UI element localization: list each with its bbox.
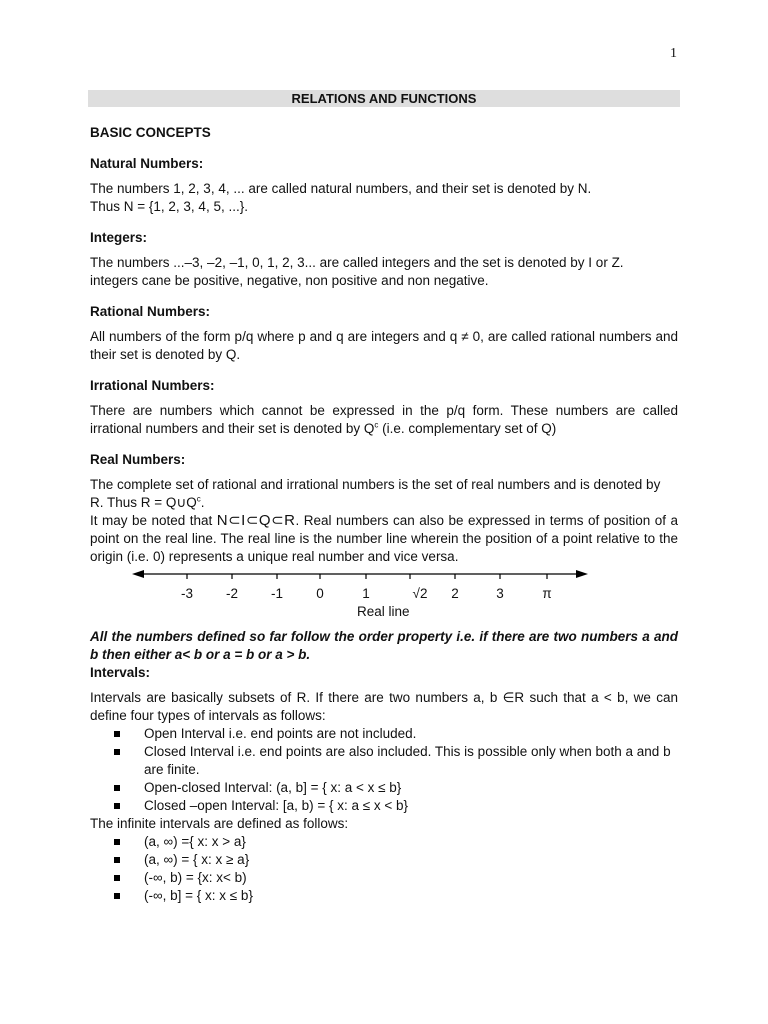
- tick-label: 0: [316, 586, 324, 601]
- list-item-text: (-∞, b) = {x: x< b): [144, 870, 247, 885]
- list-item: [90, 797, 678, 815]
- square-bullet-icon: [114, 875, 120, 881]
- tick-label: -3: [180, 586, 194, 601]
- number-line-axis: [130, 568, 590, 586]
- page-number: 1: [670, 46, 677, 61]
- square-bullet-icon: [114, 785, 120, 791]
- real-numbers-line2: [90, 494, 678, 512]
- square-bullet-icon: [114, 857, 120, 863]
- list-item-text: Closed Interval i.e. end points are also included. This is possible only when both a and b are finite.: [144, 744, 671, 777]
- integers-line1: The numbers ...–3, –2, –1, 0, 1, 2, 3... are called integers and the set is denoted by I or Z.: [90, 255, 624, 270]
- document-body: [90, 124, 678, 905]
- infinite-intervals-list: [90, 833, 678, 905]
- real-numbers-line1: The complete set of rational and irrational numbers is the set of real numbers and is denoted by: [90, 477, 661, 492]
- list-item: [90, 779, 678, 797]
- tick-label: 1: [362, 586, 370, 601]
- list-item: [90, 833, 678, 851]
- rational-numbers-heading: Rational Numbers:: [90, 304, 211, 319]
- square-bullet-icon: [114, 731, 120, 737]
- tick-label: π: [542, 586, 552, 601]
- tick-marks: [187, 574, 547, 579]
- document-title: RELATIONS AND FUNCTIONS: [88, 90, 680, 107]
- integers-heading: Integers:: [90, 230, 148, 245]
- intervals-heading: Intervals:: [90, 665, 151, 680]
- natural-numbers-heading: Natural Numbers:: [90, 156, 204, 171]
- real-line3-text: It may be noted that: [90, 513, 217, 528]
- irrational-text-b: (i.e. complementary set of Q): [378, 421, 557, 436]
- left-arrowhead: [132, 570, 144, 578]
- real-complement-superscript: c: [196, 494, 201, 504]
- tick-label: -2: [225, 586, 239, 601]
- real-line2-end: .: [200, 495, 205, 510]
- order-property-statement: All the numbers defined so far follow the order property i.e. if there are two numbers a and b then either a< b or a = b or a > b.: [90, 629, 678, 662]
- right-arrowhead: [576, 570, 588, 578]
- interval-types-list: [90, 725, 678, 815]
- list-item: [90, 725, 678, 743]
- square-bullet-icon: [114, 839, 120, 845]
- tick-label: -1: [270, 586, 284, 601]
- list-item: [90, 743, 678, 779]
- square-bullet-icon: [114, 893, 120, 899]
- list-item-text: Open-closed Interval: (a, b] = { x: a < x ≤ b}: [144, 780, 402, 795]
- square-bullet-icon: [114, 749, 120, 755]
- natural-numbers-line2: Thus N = {1, 2, 3, 4, 5, ...}.: [90, 199, 248, 214]
- real-numbers-line3: [90, 512, 678, 566]
- natural-numbers-line1: The numbers 1, 2, 3, 4, ... are called natural numbers, and their set is denoted by N.: [90, 181, 592, 196]
- list-item-text: Closed –open Interval: [a, b) = { x: a ≤ x < b}: [144, 798, 409, 813]
- intervals-intro: Intervals are basically subsets of R. If there are two numbers a, b ∈R such that a < b, we can define four types of intervals as follows:: [90, 690, 678, 723]
- real-line2-text: R. Thus R = Q∪Q: [90, 495, 197, 510]
- list-item-text: (-∞, b] = { x: x ≤ b}: [144, 888, 253, 903]
- list-item: [90, 869, 678, 887]
- real-line-caption: Real line: [357, 604, 410, 619]
- rational-numbers-text: All numbers of the form p/q where p and q are integers and q ≠ 0, are called rational numbers and their set is denoted by Q.: [90, 329, 678, 362]
- list-item: [90, 887, 678, 905]
- list-item: [90, 851, 678, 869]
- irrational-text-a: There are numbers which cannot be expressed in the p/q form. These numbers are called irrational numbers and their set is denoted by Q: [90, 403, 678, 436]
- infinite-intervals-intro: The infinite intervals are defined as follows:: [90, 816, 349, 831]
- irrational-numbers-heading: Irrational Numbers:: [90, 378, 215, 393]
- irrational-numbers-text: [90, 402, 678, 438]
- subset-chain-expression: N⊂I⊂Q⊂R: [216, 512, 296, 529]
- list-item-text: (a, ∞) ={ x: x > a}: [144, 834, 246, 849]
- real-line3-rest: . Real numbers can also be expressed in terms of position of a point on the real line. The real line is the number line wherein the position of a point relative to the origin (i.e. 0) represents a unique real number and vice versa.: [90, 513, 679, 564]
- square-bullet-icon: [114, 803, 120, 809]
- tick-label: √2: [412, 586, 428, 601]
- integers-line2: integers cane be positive, negative, non positive and non negative.: [90, 273, 489, 288]
- list-item-text: Open Interval i.e. end points are not included.: [144, 726, 417, 741]
- real-numbers-heading: Real Numbers:: [90, 452, 186, 467]
- list-item-text: (a, ∞) = { x: x ≥ a}: [144, 852, 250, 867]
- tick-label: 3: [496, 586, 504, 601]
- real-number-line-figure: [90, 568, 678, 628]
- complement-superscript: c: [374, 420, 379, 430]
- tick-label: 2: [451, 586, 459, 601]
- basic-concepts-heading: BASIC CONCEPTS: [90, 125, 211, 140]
